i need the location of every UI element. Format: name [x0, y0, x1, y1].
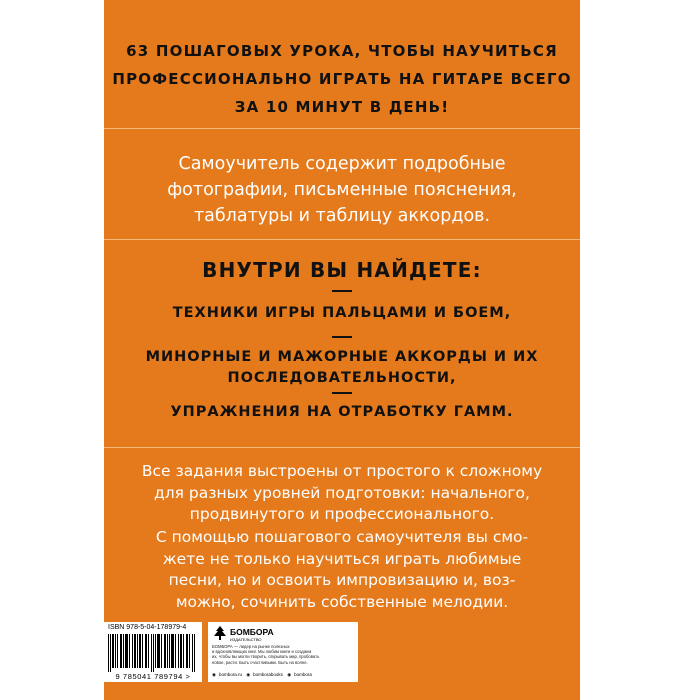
- dash-separator: [332, 336, 352, 338]
- paragraph-line: Все задания выстроены от простого к сложному: [141, 462, 543, 480]
- publisher-description: [212, 644, 356, 665]
- barcode-icon: [108, 634, 198, 672]
- barcode-panel: [104, 622, 202, 682]
- paragraph-levels: [104, 461, 580, 526]
- social-handle: bomborabooks: [253, 672, 283, 677]
- paragraph-line: продвинутого и профессионального.: [189, 505, 495, 523]
- publisher-text-line: их, чтобы вы могли творить, открывать мир, пробовать: [212, 654, 320, 660]
- paragraph-line: жете не только научиться играть любимые: [162, 549, 522, 568]
- publisher-text-line: БОМБОРА — лидер на рынке полезных: [212, 644, 290, 649]
- isbn-label: ISBN 978-5-04-178979-4: [108, 624, 187, 631]
- feature-line: УПРАЖНЕНИЯ НА ОТРАБОТКУ ГАММ.: [170, 404, 514, 420]
- social-handle: bombora: [294, 672, 312, 677]
- divider-top: [104, 128, 580, 129]
- intro-line: таблатуры и таблицу аккордов.: [193, 206, 491, 226]
- publisher-logo-icon: [212, 625, 228, 641]
- divider-bottom: [104, 447, 580, 448]
- publisher-text-line: новое, расти. Быть счастливыми. Быть на волне.: [212, 659, 308, 665]
- feature-line: ТЕХНИКИ ИГРЫ ПАЛЬЦАМИ И БОЕМ,: [172, 305, 512, 321]
- intro-line: фотографии, письменные пояснения,: [167, 180, 517, 200]
- feature-item-techniques: [104, 303, 580, 324]
- feature-line: МИНОРНЫЕ И МАЖОРНЫЕ АККОРДЫ И ИХ: [145, 349, 539, 365]
- headline-line: 63 ПОШАГОВЫХ УРОКА, ЧТОБЫ НАУЧИТЬСЯ: [126, 42, 558, 60]
- publisher-name: БОМБОРА: [230, 627, 274, 637]
- headline-line: ЗА 10 МИНУТ В ДЕНЬ!: [234, 98, 450, 116]
- publisher-subtitle: ИЗДАТЕЛЬСТВО: [230, 637, 262, 642]
- paragraph-line: можно, сочинить собственные мелодии.: [175, 592, 509, 611]
- intro-line: Самоучитель содержит подробные: [178, 154, 506, 174]
- social-site: bombora.ru: [218, 672, 242, 677]
- publisher-socials: [212, 672, 358, 678]
- divider-middle: [104, 239, 580, 240]
- social-icon: ◉: [287, 672, 292, 677]
- feature-line: ПОСЛЕДОВАТЕЛЬНОСТИ,: [227, 370, 457, 386]
- paragraph-line: для разных уровней подготовки: начального,: [154, 483, 530, 502]
- headline: [104, 44, 580, 128]
- globe-icon: ◉: [212, 672, 216, 677]
- publisher-text-line: и вдохновляющих книг. Мы любим книги и создаем: [212, 649, 312, 655]
- dash-separator: [332, 392, 352, 394]
- feature-item-chords: [104, 347, 580, 389]
- paragraph-benefits: [104, 527, 580, 613]
- barcode-digits: 9 785041 789794 >: [115, 672, 191, 681]
- intro-text: [104, 151, 580, 229]
- paragraph-line: песни, но и освоить импровизацию и, воз-: [168, 571, 516, 589]
- back-cover: [104, 0, 580, 700]
- dash-separator: [332, 290, 352, 292]
- social-icon: ◉: [246, 672, 251, 677]
- publisher-block: [208, 622, 358, 682]
- feature-item-scales: [104, 402, 580, 423]
- paragraph-line: С помощью пошагового самоучителя вы смо-: [155, 528, 529, 546]
- inside-title: ВНУТРИ ВЫ НАЙДЕТЕ:: [202, 258, 482, 282]
- headline-line: ПРОФЕССИОНАЛЬНО ИГРАТЬ НА ГИТАРЕ ВСЕГО: [112, 70, 572, 88]
